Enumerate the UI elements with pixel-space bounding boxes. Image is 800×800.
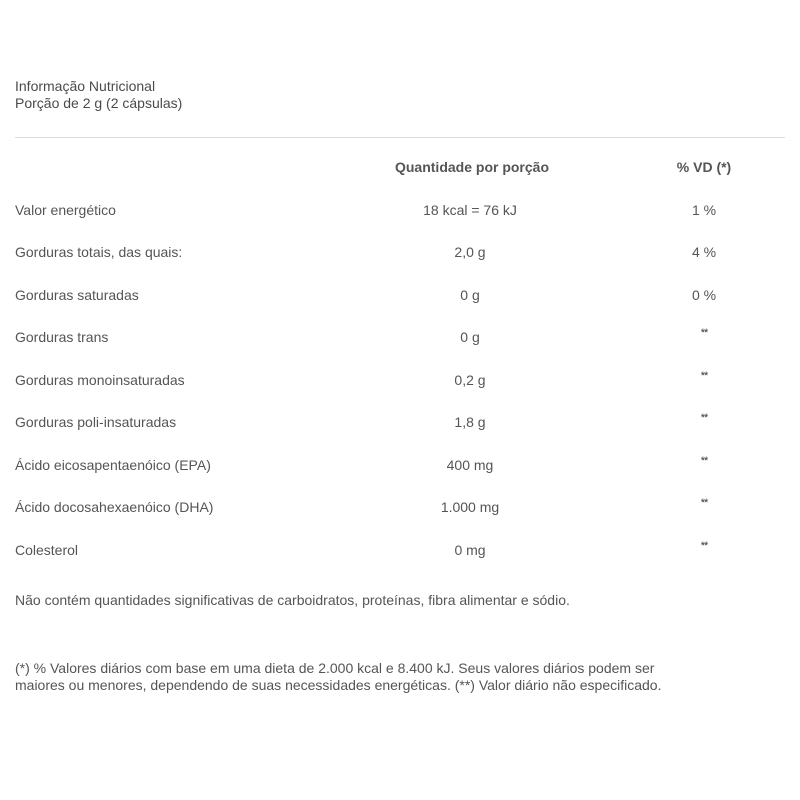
nutrient-daily-value: ** <box>700 540 708 552</box>
column-header-daily-value: % VD (*) <box>676 159 732 175</box>
table-row <box>0 542 800 562</box>
insignificant-nutrients-note: Não contém quantidades significativas de carboidratos, proteínas, fibra alimentar e sódio. <box>15 592 570 608</box>
nutrient-daily-value: 4 % <box>691 244 717 260</box>
nutrient-label: Colesterol <box>15 542 79 558</box>
nutrient-amount: 1.000 mg <box>440 499 500 515</box>
table-row <box>0 202 800 222</box>
nutrition-title: Informação Nutricional <box>15 78 156 94</box>
nutrient-label: Gorduras totais, das quais: <box>15 244 183 260</box>
nutrient-amount: 0 g <box>460 329 480 345</box>
nutrient-daily-value: ** <box>700 497 708 509</box>
table-row <box>0 457 800 477</box>
nutrient-daily-value: ** <box>700 412 708 424</box>
nutrient-amount: 0 g <box>460 287 480 303</box>
nutrient-label: Gorduras poli-insaturadas <box>15 414 177 430</box>
table-row <box>0 329 800 349</box>
nutrient-label: Gorduras trans <box>15 329 109 345</box>
nutrient-daily-value: ** <box>700 327 708 339</box>
footnote-line: maiores ou menores, dependendo de suas necessidades energéticas. (**) Valor diário não especificado. <box>15 677 662 693</box>
nutrient-daily-value: ** <box>700 370 708 382</box>
nutrient-daily-value: 0 % <box>691 287 717 303</box>
table-row <box>0 499 800 519</box>
serving-size: Porção de 2 g (2 cápsulas) <box>15 95 183 111</box>
nutrient-label: Gorduras saturadas <box>15 287 139 303</box>
table-row <box>0 414 800 434</box>
table-row <box>0 372 800 392</box>
nutrition-header <box>15 78 182 112</box>
daily-value-footnote <box>15 660 790 694</box>
table-row <box>0 287 800 307</box>
nutrient-label: Ácido docosahexaenóico (DHA) <box>15 499 214 515</box>
nutrient-label: Ácido eicosapentaenóico (EPA) <box>15 457 211 473</box>
nutrient-amount: 0 mg <box>454 542 486 558</box>
table-row <box>0 244 800 264</box>
nutrient-amount: 0,2 g <box>454 372 486 388</box>
nutrient-amount: 2,0 g <box>454 244 486 260</box>
nutrient-amount: 400 mg <box>446 457 494 473</box>
nutrient-daily-value: 1 % <box>691 202 717 218</box>
column-header-quantity: Quantidade por porção <box>394 159 550 175</box>
nutrient-label: Valor energético <box>15 202 116 218</box>
nutrient-label: Gorduras monoinsaturadas <box>15 372 185 388</box>
nutrient-amount: 18 kcal = 76 kJ <box>423 202 517 218</box>
nutrient-amount: 1,8 g <box>454 414 486 430</box>
nutrient-daily-value: ** <box>700 455 708 467</box>
header-separator <box>15 137 785 138</box>
footnote-line: (*) % Valores diários com base em uma dieta de 2.000 kcal e 8.400 kJ. Seus valores diários podem ser <box>15 660 655 676</box>
